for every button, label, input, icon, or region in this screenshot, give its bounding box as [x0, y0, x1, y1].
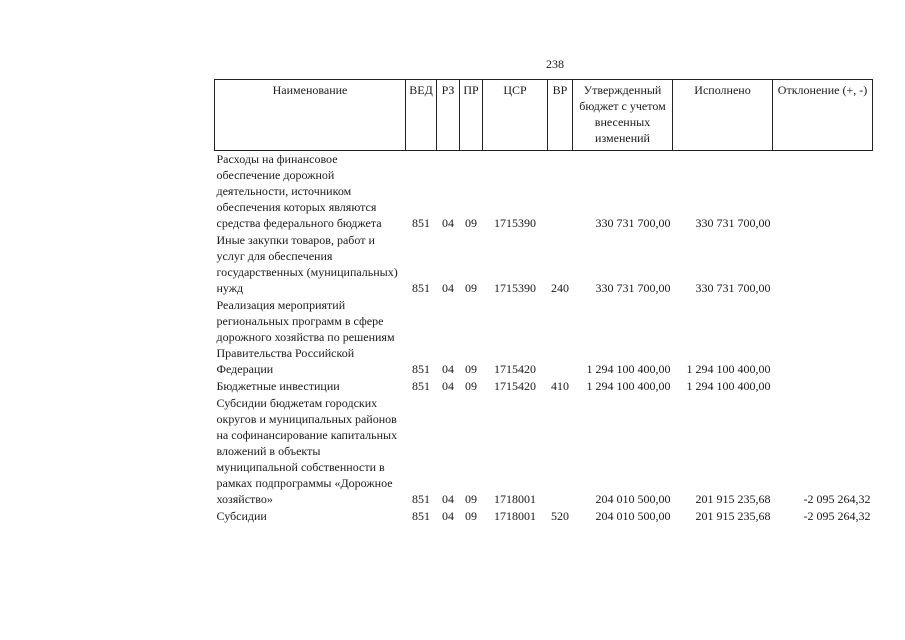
row-pr: 09: [465, 509, 477, 523]
row-vr: 520: [551, 509, 569, 523]
row-name: Расходы на финансовое обеспечение дорожной деятельности, источником обеспечения которых являются средства федерального бюджета: [216, 152, 382, 230]
row-executed: 330 731 700,00: [695, 216, 771, 230]
row-name: Реализация мероприятий региональных программ в сфере дорожного хозяйства по решениям Правительства Российской Федерации: [216, 298, 395, 376]
row-rz: 04: [442, 379, 454, 393]
row-executed: 201 915 235,68: [695, 492, 771, 506]
row-ved: 851: [412, 509, 430, 523]
row-pr: 09: [465, 362, 477, 376]
row-executed: 330 731 700,00: [695, 281, 771, 295]
table-row: [215, 395, 873, 508]
row-executed: 1 294 100 400,00: [686, 379, 771, 393]
header-vr: ВР: [548, 80, 573, 151]
row-ved: 851: [412, 379, 430, 393]
page-number: 238: [546, 57, 564, 71]
row-vr: 240: [551, 281, 569, 295]
row-ved: 851: [412, 216, 430, 230]
table-row: [215, 151, 873, 233]
row-deviation: [773, 297, 873, 378]
table-row: [215, 232, 873, 297]
row-rz: 04: [442, 362, 454, 376]
row-csr: 1718001: [494, 492, 536, 506]
row-deviation: [773, 151, 873, 233]
row-approved: 204 010 500,00: [595, 509, 671, 523]
row-name: Бюджетные инвестиции: [216, 379, 340, 393]
table-row: [215, 378, 873, 395]
row-ved: 851: [412, 492, 430, 506]
row-executed: 201 915 235,68: [695, 509, 771, 523]
row-pr: 09: [465, 216, 477, 230]
header-ved: ВЕД: [406, 80, 437, 151]
header-csr: ЦСР: [483, 80, 548, 151]
table-row: [215, 508, 873, 525]
row-rz: 04: [442, 492, 454, 506]
row-csr: 1718001: [494, 509, 536, 523]
row-csr: 1715420: [494, 379, 536, 393]
row-vr: [548, 395, 573, 508]
row-rz: 04: [442, 216, 454, 230]
row-approved: 204 010 500,00: [595, 492, 671, 506]
row-name: Субсидии: [216, 509, 267, 523]
header-executed: Исполнено: [673, 80, 773, 151]
row-pr: 09: [465, 379, 477, 393]
row-executed: 1 294 100 400,00: [686, 362, 771, 376]
row-deviation: -2 095 264,32: [803, 509, 871, 523]
row-deviation: [773, 232, 873, 297]
header-approved: Утвержденный бюджет с учетом внесенных изменений: [573, 80, 673, 151]
row-name: Субсидии бюджетам городских округов и муниципальных районов на софинансирование капитальных вложений в объекты муниципальной собственности в рамках подпрограммы «Дорожное хозяйство»: [216, 396, 398, 506]
row-ved: 851: [412, 281, 430, 295]
row-pr: 09: [465, 492, 477, 506]
row-vr: [548, 297, 573, 378]
row-deviation: [773, 378, 873, 395]
header-deviation: Отклонение (+, -): [773, 80, 873, 151]
row-csr: 1715420: [494, 362, 536, 376]
row-approved: 1 294 100 400,00: [586, 379, 671, 393]
row-pr: 09: [465, 281, 477, 295]
header-rz: РЗ: [437, 80, 460, 151]
table-row: [215, 297, 873, 378]
row-vr: 410: [551, 379, 569, 393]
row-vr: [548, 151, 573, 233]
row-rz: 04: [442, 509, 454, 523]
row-rz: 04: [442, 281, 454, 295]
header-name: Наименование: [215, 80, 406, 151]
table-header-row: [215, 80, 873, 151]
row-ved: 851: [412, 362, 430, 376]
row-approved: 330 731 700,00: [595, 216, 671, 230]
row-csr: 1715390: [494, 281, 536, 295]
row-approved: 1 294 100 400,00: [586, 362, 671, 376]
row-csr: 1715390: [494, 216, 536, 230]
row-deviation: -2 095 264,32: [803, 492, 871, 506]
row-name: Иные закупки товаров, работ и услуг для обеспечения государственных (муниципальных) нужд: [216, 233, 398, 295]
row-approved: 330 731 700,00: [595, 281, 671, 295]
header-pr: ПР: [460, 80, 483, 151]
budget-table: [214, 79, 873, 525]
